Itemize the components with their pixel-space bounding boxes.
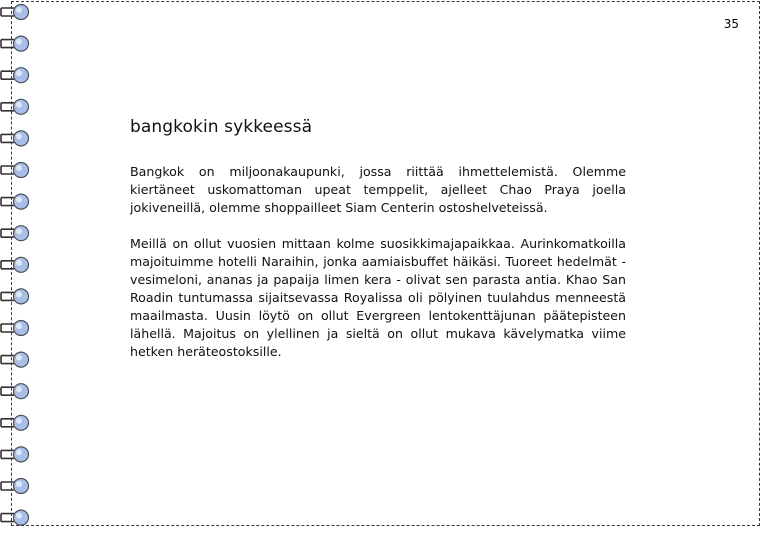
article-paragraph: Bangkok on miljoonakaupunki, jossa riittää ihmettelemistä. Olemme kiertäneet uskomattoman upeat temppelit, ajelleet Chao Praya joella jokiveneillä, olemme shoppailleet Siam Centerin ostoshelveteissä. — [130, 164, 626, 215]
article-heading: bangkokin sykkeessä — [130, 117, 313, 137]
binding-ring-icon — [1, 384, 29, 399]
binding-ring-icon — [1, 226, 29, 241]
binding-ring-icon — [1, 352, 29, 367]
article — [130, 117, 626, 379]
binding-ring-icon — [1, 289, 29, 304]
notebook-page — [11, 1, 760, 526]
binding-ring-icon — [1, 447, 29, 462]
binding-ring-icon — [1, 163, 29, 178]
binding-ring-icon — [1, 68, 29, 83]
binding-ring-icon — [1, 194, 29, 209]
binding-ring-icon — [1, 36, 29, 51]
binding-ring-icon — [1, 510, 29, 525]
page-number: 35 — [723, 17, 739, 31]
binding-ring-icon — [1, 99, 29, 114]
binding-ring-icon — [1, 321, 29, 336]
binding-ring-icon — [1, 131, 29, 146]
binding-ring-icon — [1, 257, 29, 272]
binding-ring-icon — [1, 415, 29, 430]
binding-ring-icon — [1, 479, 29, 494]
spiral-binding — [0, 0, 34, 537]
binding-ring-icon — [1, 5, 29, 20]
article-paragraph: Meillä on ollut vuosien mittaan kolme suosikkimajapaikkaa. Aurinkomatkoilla majoituimme hotelli Naraihin, jonka aamiaisbuffet häikäsi. Tuoreet hedelmät - vesimeloni, ananas ja papaija limen kera - olivat sen parasta antia. Khao San Roadin tuntumassa sijaitsevassa Royalissa oli pölyinen tuulahdus menneestä maailmasta. Uusin löytö on ollut Evergreen lentokenttäjunan päätepisteen lähellä. Majoitus on ylellinen ja sieltä on ollut mukava kävelymatka viime hetken heräteostoksille. — [130, 236, 626, 359]
